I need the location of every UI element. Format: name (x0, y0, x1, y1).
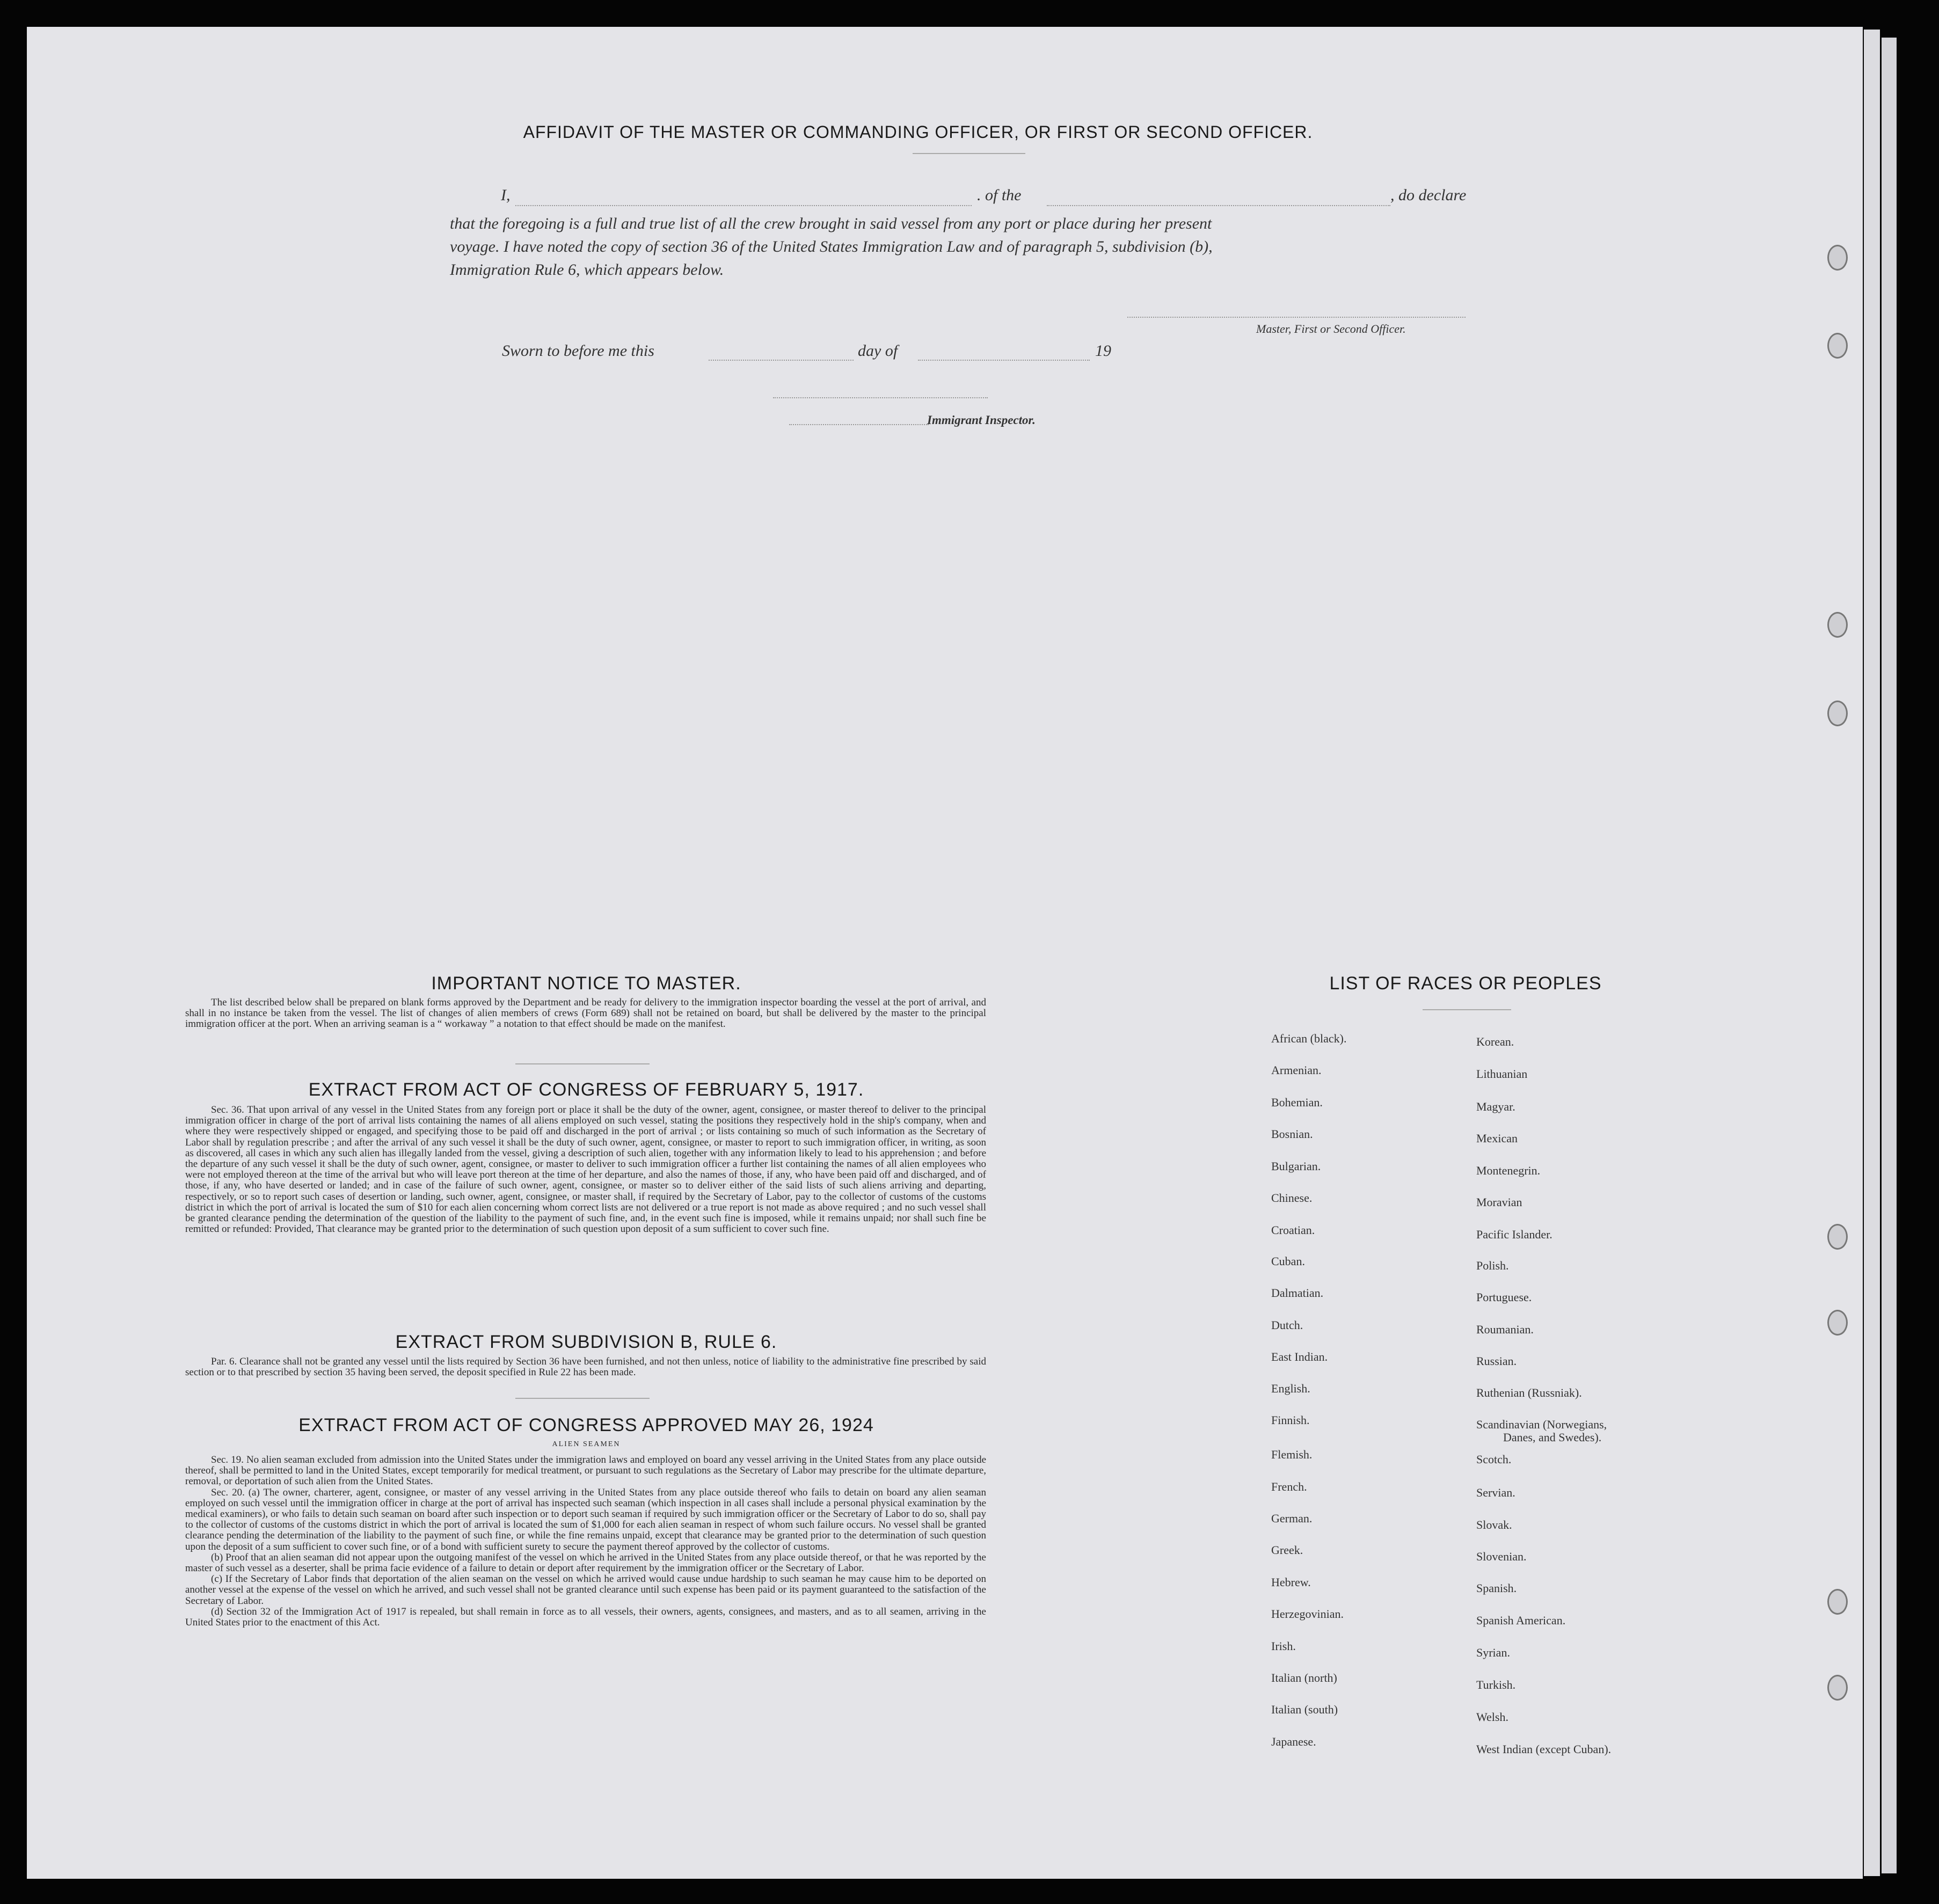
race-item: Bohemian. (1271, 1096, 1323, 1109)
punch-hole (1827, 1589, 1848, 1615)
race-item: Herzegovinian. (1271, 1607, 1344, 1621)
race-item: Bosnian. (1271, 1127, 1313, 1141)
notice-title: IMPORTANT NOTICE TO MASTER. (431, 973, 741, 994)
affidavit-declare-label: , do declare (1390, 186, 1467, 204)
month-blank[interactable] (918, 360, 1090, 361)
extract-1924-paragraph: (b) Proof that an alien seaman did not appear upon the outgoing manifest of the vessel on which he arrived in the United States from any place outside thereof, or that he was reported by the master of such vessel as a deserter, shall be prima facie evidence of a failure to detain or deport after requirement by the immigration officer or the Secretary of Labor. (185, 1551, 986, 1574)
extract-1924-paragraph: Sec. 20. (a) The owner, charterer, agent, consignee, or master of any vessel arriving in the United States from any place outside thereof who fails to detain on board any alien seaman employed on such vessel until the immigration officer in charge at the port of arrival has inspected such seaman (which inspection in all cases shall include a personal physical examination by the medical examiners), or who fails to detain such seaman on board after such inspection or to deport such seaman if required by such immigration officer or the Secretary of Labor to do so, shall pay to the collector of customs of the customs district in which the port of arrival is located the sum of $1,000 for each alien seaman in respect of whom such failure occurs. No vessel shall be granted clearance pending the determination of the liability to the payment of such fine, or while the fine remains unpaid, except that clearance may be granted prior to the determination of such question upon the deposit of a sum sufficient to cover such fine, or of a bond with sufficient surety to secure the payment thereof approved by the collector of customs. (185, 1486, 986, 1552)
race-item: West Indian (except Cuban). (1476, 1742, 1612, 1756)
punch-hole (1827, 1310, 1848, 1336)
race-item: French. (1271, 1480, 1307, 1493)
extract-1924-title: EXTRACT FROM ACT OF CONGRESS APPROVED MAY 26, 1924 (298, 1415, 874, 1435)
race-item: Ruthenian (Russniak). (1476, 1386, 1582, 1399)
day-of-label: day of (858, 342, 898, 360)
extract-1924-paragraph: (d) Section 32 of the Immigration Act of 1917 is repealed, but shall remain in force as to all vessels, their owners, agents, consignees, and masters, and as to all seamen, arriving in the United States prior to the enactment of this Act. (185, 1606, 986, 1629)
notice-text (185, 997, 986, 1030)
divider (1423, 1009, 1511, 1010)
race-item: Japanese. (1271, 1735, 1316, 1748)
sworn-label: Sworn to before me this (502, 342, 654, 360)
race-item: Scotch. (1476, 1453, 1512, 1466)
year-label: 19 (1095, 342, 1111, 360)
race-item: Magyar. (1476, 1100, 1515, 1113)
race-item: Korean. (1476, 1035, 1514, 1048)
punch-hole (1827, 1224, 1848, 1250)
inspector-label: Immigrant Inspector. (927, 413, 1036, 427)
race-item: Syrian. (1476, 1646, 1510, 1659)
race-item: Dalmatian. (1271, 1286, 1324, 1300)
race-item: Croatian. (1271, 1223, 1315, 1237)
master-signature-blank[interactable] (1127, 317, 1466, 318)
extract-1924-paragraph: Sec. 19. No alien seaman excluded from admission into the United States under the immigration laws and employed on board any vessel arriving in the United States from any place outside thereof, shall be permitted to land in the United States, except temporarily for medical treatment, or pursuant to such regulations as the Secretary of Labor may prescribe for the ultimate departure, removal, or deportation of such alien from the United States. (185, 1454, 986, 1487)
extract-1924-text (185, 1455, 986, 1628)
race-item: Spanish American. (1476, 1614, 1566, 1627)
race-item: Polish. (1476, 1259, 1509, 1272)
punch-hole (1827, 701, 1848, 726)
race-item: African (black). (1271, 1032, 1347, 1045)
race-item: Pacific Islander. (1476, 1228, 1552, 1241)
race-item: Lithuanian (1476, 1067, 1528, 1081)
punch-hole (1827, 612, 1848, 638)
divider (913, 153, 1025, 154)
name-blank[interactable] (515, 205, 972, 206)
extract-rule6-paragraph: Par. 6. Clearance shall not be granted any vessel until the lists required by Section 36 have been furnished, and not then unless, notice of liability to the administrative fine prescribed by said section or to that prescribed by section 35 having been served, the deposit specified in Rule 22 has been made. (185, 1356, 986, 1378)
inspector-signature-line (789, 424, 929, 425)
affidavit-line-3: Immigration Rule 6, which appears below. (450, 261, 724, 279)
extract-1917-title: EXTRACT FROM ACT OF CONGRESS OF FEBRUARY 5, 1917. (308, 1079, 864, 1100)
race-item: Dutch. (1271, 1318, 1303, 1332)
race-item: German. (1271, 1512, 1313, 1525)
affidavit-title: AFFIDAVIT OF THE MASTER OR COMMANDING OFFICER, OR FIRST OR SECOND OFFICER. (523, 122, 1313, 142)
page-edge (1864, 30, 1880, 1876)
master-signature-label: Master, First or Second Officer. (1256, 322, 1406, 335)
race-item: Slovak. (1476, 1518, 1512, 1531)
punch-hole (1827, 245, 1848, 271)
page-edge (1882, 38, 1897, 1873)
race-item: East Indian. (1271, 1350, 1328, 1363)
extract-rule6-title: EXTRACT FROM SUBDIVISION B, RULE 6. (395, 1332, 777, 1352)
affidavit-i-label: I, (501, 186, 511, 204)
race-item: Hebrew. (1271, 1575, 1311, 1589)
race-item: Chinese. (1271, 1191, 1313, 1205)
race-item: Greek. (1271, 1543, 1303, 1557)
race-item: Italian (north) (1271, 1671, 1337, 1684)
race-item: Roumanian. (1476, 1323, 1534, 1336)
race-item: Cuban. (1271, 1254, 1305, 1268)
race-item: Flemish. (1271, 1448, 1313, 1461)
race-item: Welsh. (1476, 1710, 1508, 1724)
divider (515, 1398, 650, 1399)
extract-rule6-text (185, 1356, 986, 1378)
extract-1917-text (185, 1105, 986, 1235)
race-item: Danes, and Swedes). (1503, 1431, 1602, 1444)
race-item: Turkish. (1476, 1678, 1516, 1691)
race-item: Portuguese. (1476, 1290, 1532, 1304)
extract-1924-paragraph: (c) If the Secretary of Labor finds that deportation of the alien seaman on the vessel on which he arrived would cause undue hardship to such seaman he may cause him to be deported on another vessel at the expense of the vessel on which he arrived, and such vessel shall not be granted clearance until such expense has been paid or its payment guaranteed to the satisfaction of the Secretary of Labor. (185, 1573, 986, 1607)
inspector-signature-blank[interactable] (773, 397, 988, 398)
notice-paragraph: The list described below shall be prepared on blank forms approved by the Department and be ready for delivery to the immigration inspector boarding the vessel at the port of arrival, and shall in no instance be taken from the vessel. The list of changes of alien members of crews (Form 689) shall not be retained on board, but shall be delivered by the master to the principal immigration officer at the port. When an arriving seaman is a “ workaway ” a notation to that effect should be made on the manifest. (185, 997, 986, 1030)
extract-1924-subtitle: ALIEN SEAMEN (552, 1440, 621, 1448)
race-item: Spanish. (1476, 1581, 1517, 1595)
race-item: Bulgarian. (1271, 1159, 1321, 1173)
race-item: English. (1271, 1382, 1310, 1395)
affidavit-line-1: that the foregoing is a full and true list of all the crew brought in said vessel from any port or place during her present (450, 215, 1212, 232)
race-item: Slovenian. (1476, 1550, 1527, 1563)
race-item: Armenian. (1271, 1063, 1322, 1077)
race-item: Moravian (1476, 1195, 1522, 1209)
punch-hole (1827, 1675, 1848, 1701)
race-item: Servian. (1476, 1486, 1515, 1499)
race-item: Scandinavian (Norwegians, (1476, 1418, 1607, 1431)
extract-1917-paragraph: Sec. 36. That upon arrival of any vessel in the United States from any foreign port or place it shall be the duty of the owner, agent, consignee, or master thereof to deliver to the principal immigration officer in charge of the port of arrival lists containing the names of all aliens employed on such vessel, stating the positions they respectively hold in the ship's company, when and where they were respectively shipped or engaged, and specifying those to be paid off and discharged in the port of arrival ; or lists containing so much of such information as the Secretary of Labor shall by regulation prescribe ; and after the arrival of any such vessel it shall be the duty of such owner, agent, consignee, or master to report to such immigration officer, in writing, as soon as discovered, all cases in which any such alien has illegally landed from the vessel, giving a description of such alien, together with any information likely to lead to his apprehension ; and before the departure of any such vessel it shall be the duty of such owner, agent, consignee, or master to deliver to such immigration officer a further list containing the names of all alien employees who were not employed thereon at the time of the arrival but who will leave port thereon at the time of her departure, and also the names of those, if any, who have been paid off and discharged, and of those, if any, who have deserted or landed; and in case of the failure of such owner, agent, consignee, or master so to deliver either of the said lists of such aliens arriving and departing, respectively, or so to report such cases of desertion or landing, such owner, agent, consignee, or master shall, if required by the Secretary of Labor, pay to the collector of customs of the customs district in which the port of arrival is located the sum of $10 for each alien concerning whom correct lists are not delivered or a true report is not made as above required ; and no such vessel shall be granted clearance pending the determination of the question of the liability to the payment of such fine, and, in the event such fine is imposed, while it remains unpaid; nor shall such fine be remitted or refunded: Provided, That clearance may be granted prior to the determination of such question upon deposit of a sum sufficient to cover such fine. (185, 1104, 986, 1235)
divider (515, 1063, 650, 1064)
race-item: Mexican (1476, 1132, 1518, 1145)
punch-hole (1827, 333, 1848, 359)
race-item: Irish. (1271, 1639, 1296, 1653)
vessel-blank[interactable] (1047, 205, 1390, 206)
affidavit-line-2: voyage. I have noted the copy of section 36 of the United States Immigration Law and of paragraph 5, subdivision (b), (450, 238, 1213, 256)
races-title: LIST OF RACES OR PEOPLES (1329, 973, 1602, 994)
race-item: Montenegrin. (1476, 1164, 1541, 1177)
race-item: Italian (south) (1271, 1703, 1338, 1716)
race-item: Russian. (1476, 1354, 1517, 1368)
day-blank[interactable] (709, 360, 854, 361)
affidavit-of-the-label: . of the (977, 186, 1022, 204)
race-item: Finnish. (1271, 1413, 1310, 1427)
